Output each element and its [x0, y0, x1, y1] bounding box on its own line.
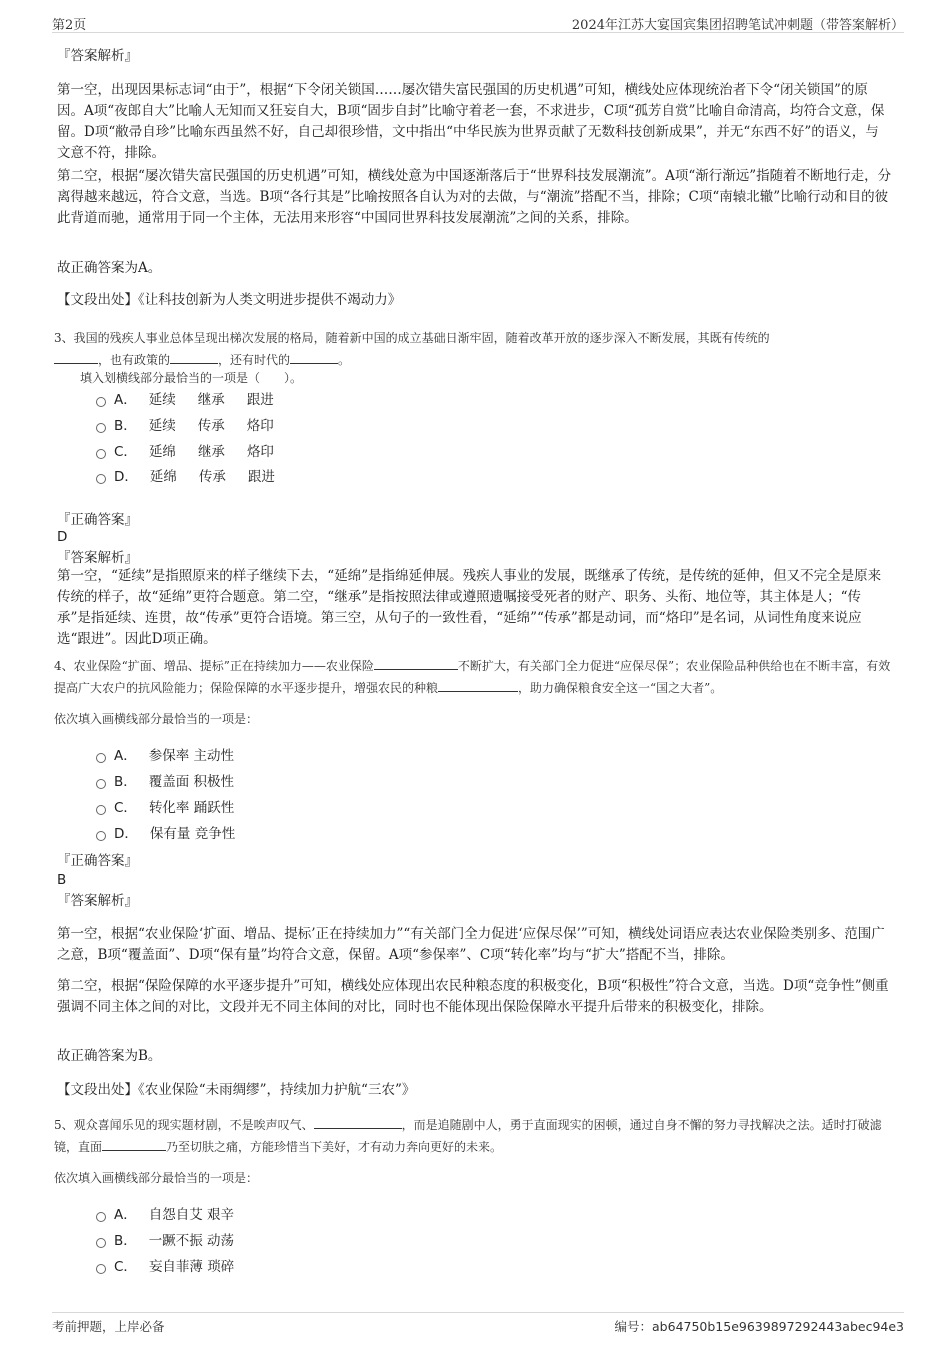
q2-analysis-para-2: 第二空，根据“屡次错失富民强国的历史机遇”可知，横线处意为中国逐渐落后于“世界科技发展潮流”。A项“渐行渐远”指随着不断地行走，分离得越来越远，符合文意，当选。B项“各行其是”比喻按照各自认为对的去做，与“潮流”搭配不当，排除；C项“南辕北辙”比喻行动和目的彼此背道而驰，通常用于同一个主体，无法用来形容“中国同世界科技发展潮流”之间的关系，排除。 [57, 168, 892, 226]
document-title: 2024年江苏大宴国宾集团招聘笔试冲刺题（带答案解析） [571, 18, 904, 33]
q3-option-c[interactable]: C． 延绵 继承 烙印 [96, 442, 296, 462]
q4-option-c[interactable]: C． 转化率 踊跃性 [96, 798, 234, 818]
q4-answer: B [57, 872, 67, 888]
correct-answer-label: 『正确答案』 [57, 853, 138, 869]
blank-2 [102, 1136, 166, 1151]
blank-1 [374, 655, 458, 670]
document-code: 编号：ab64750b15e9639897292443abec94e3 [614, 1319, 904, 1334]
correct-answer-label: 『正确答案』 [57, 512, 138, 528]
radio-icon[interactable] [96, 397, 106, 407]
source-title: 《让科技创新为人类文明进步提供不竭动力》 [138, 292, 402, 308]
blank-2 [170, 349, 218, 364]
q4-source [57, 1080, 892, 1101]
q5-instruction: 依次填入画横线部分最恰当的一项是： [54, 1171, 259, 1185]
radio-icon[interactable] [96, 779, 106, 789]
radio-icon[interactable] [96, 1264, 106, 1274]
q4-option-a[interactable]: A． 参保率 主动性 [96, 746, 234, 766]
radio-icon[interactable] [96, 423, 106, 433]
analysis-label: 『答案解析』 [57, 550, 138, 566]
q4-analysis-para-1: 第一空，根据“农业保险‘扩面、增品、提标’正在持续加力”“有关部门全力促进‘应保尽保’”可知，横线处词语应表达农业保险类别多、范围广之意，B项“覆盖面”、D项“保有量”均符合文意，保留。A项“参保率”、C项“转化率”均与“扩大”搭配不当，排除。 [57, 926, 885, 963]
radio-icon[interactable] [96, 753, 106, 763]
q4-instruction: 依次填入画横线部分最恰当的一项是： [54, 712, 259, 726]
q3-option-d[interactable]: D． 延绵 传承 跟进 [96, 467, 297, 487]
blank-2 [438, 677, 518, 692]
q5-stem: 5、观众喜闻乐见的现实题材剧，不是唉声叹气、 ，而是追随剧中人，勇于直面现实的困顿，通过自身不懈的努力寻找解决之法。适时打破滤镜，直面 乃至切肤之痛，方能珍惜当下美好，才有动力奔向更好的未来。 [54, 1114, 892, 1158]
q3-stem: 3、我国的残疾人事业总体呈现出梯次发展的格局，随着新中国的成立基础日渐牢固，随着改革开放的逐步深入不断发展，其既有传统的 ，也有政策的 ，还有时代的 。 [54, 331, 770, 367]
q4-stem: 4、农业保险“扩面、增品、提标”正在持续加力——农业保险 不断扩大，有关部门全力促进“应保尽保”；农业保险品种供给也在不断丰富，有效提高广大农户的抗风险能力；保险保障的水平逐步提升，增强农民的种粮 ，助力确保粮食安全这一“国之大者”。 [54, 655, 892, 699]
q3-option-b[interactable]: B． 延续 传承 烙印 [96, 416, 296, 436]
blank-1 [314, 1114, 402, 1129]
radio-icon[interactable] [96, 1238, 106, 1248]
q4-analysis-para-2: 第二空，根据“保险保障的水平逐步提升”可知，横线处应体现出农民种粮态度的积极变化，B项“积极性”符合文意，当选。D项“竞争性”侧重强调不同主体之间的对比，文段并无不同主体间的对比，同时也不能体现出保险保障水平提升后带来的积极变化，排除。 [57, 978, 889, 1015]
q5-option-a[interactable]: A． 自怨自艾 艰辛 [96, 1205, 234, 1225]
q2-conclusion: 故正确答案为A。 [57, 260, 162, 276]
q4-conclusion: 故正确答案为B。 [57, 1048, 162, 1064]
radio-icon[interactable] [96, 474, 106, 484]
page-number: 第2页 [52, 18, 87, 33]
radio-icon[interactable] [96, 449, 106, 459]
q5-option-c[interactable]: C． 妄自菲薄 琐碎 [96, 1257, 234, 1277]
radio-icon[interactable] [96, 805, 106, 815]
blank-1 [54, 349, 98, 364]
q5-option-b[interactable]: B． 一蹶不振 动荡 [96, 1231, 234, 1251]
q3-prompt: 填入划横线部分最恰当的一项是（ ）。 [80, 371, 303, 385]
q2-source [57, 290, 892, 311]
q4-option-b[interactable]: B． 覆盖面 积极性 [96, 772, 234, 792]
q3-answer: D [57, 529, 68, 545]
page-header [52, 12, 904, 33]
q3-option-a[interactable]: A． 延续 继承 跟进 [96, 390, 296, 410]
page-footer [52, 1312, 904, 1337]
analysis-label: 『答案解析』 [57, 48, 138, 64]
source-title: 《农业保险“未雨绸缪”，持续加力护航“三农”》 [138, 1082, 416, 1098]
q4-option-d[interactable]: D． 保有量 竞争性 [96, 824, 235, 844]
q3-analysis: 第一空，“延续”是指照原来的样子继续下去，“延绵”是指绵延伸展。残疾人事业的发展，既继承了传统，是传统的延伸，但又不完全是原来传统的样子，故“延绵”更符合题意。第二空，“继承”是指按照法律或遵照遗嘱接受死者的财产、职务、头衔、地位等，其主体是人；“传承”是指延续、连贯，故“传承”更符合语境。第三空，从句子的一致性看，“延绵”“传承”都是动词，而“烙印”是名词，从词性角度来说应选“跟进”。因此D项正确。 [57, 568, 882, 647]
radio-icon[interactable] [96, 831, 106, 841]
blank-3 [290, 349, 338, 364]
footer-slogan: 考前押题，上岸必备 [52, 1319, 165, 1334]
analysis-label: 『答案解析』 [57, 893, 138, 909]
radio-icon[interactable] [96, 1212, 106, 1222]
q2-analysis-para-1: 第一空，出现因果标志词“由于”，根据“下令闭关锁国……屡次错失富民强国的历史机遇”可知，横线处应体现统治者下令“闭关锁国”的原因。A项“夜郎自大”比喻人无知而又狂妄自大，B项“固步自封”比喻守着老一套，不求进步，C项“孤芳自赏”比喻自命清高，均符合文意，保留。D项“敝帚自珍”比喻东西虽然不好，自己却很珍惜，文中指出“中华民族为世界贡献了无数科技创新成果”，并无“东西不好”的语义，与文意不符，排除。 [57, 82, 885, 161]
source-label: 【文段出处】 [57, 1082, 138, 1098]
source-label: 【文段出处】 [57, 292, 138, 308]
